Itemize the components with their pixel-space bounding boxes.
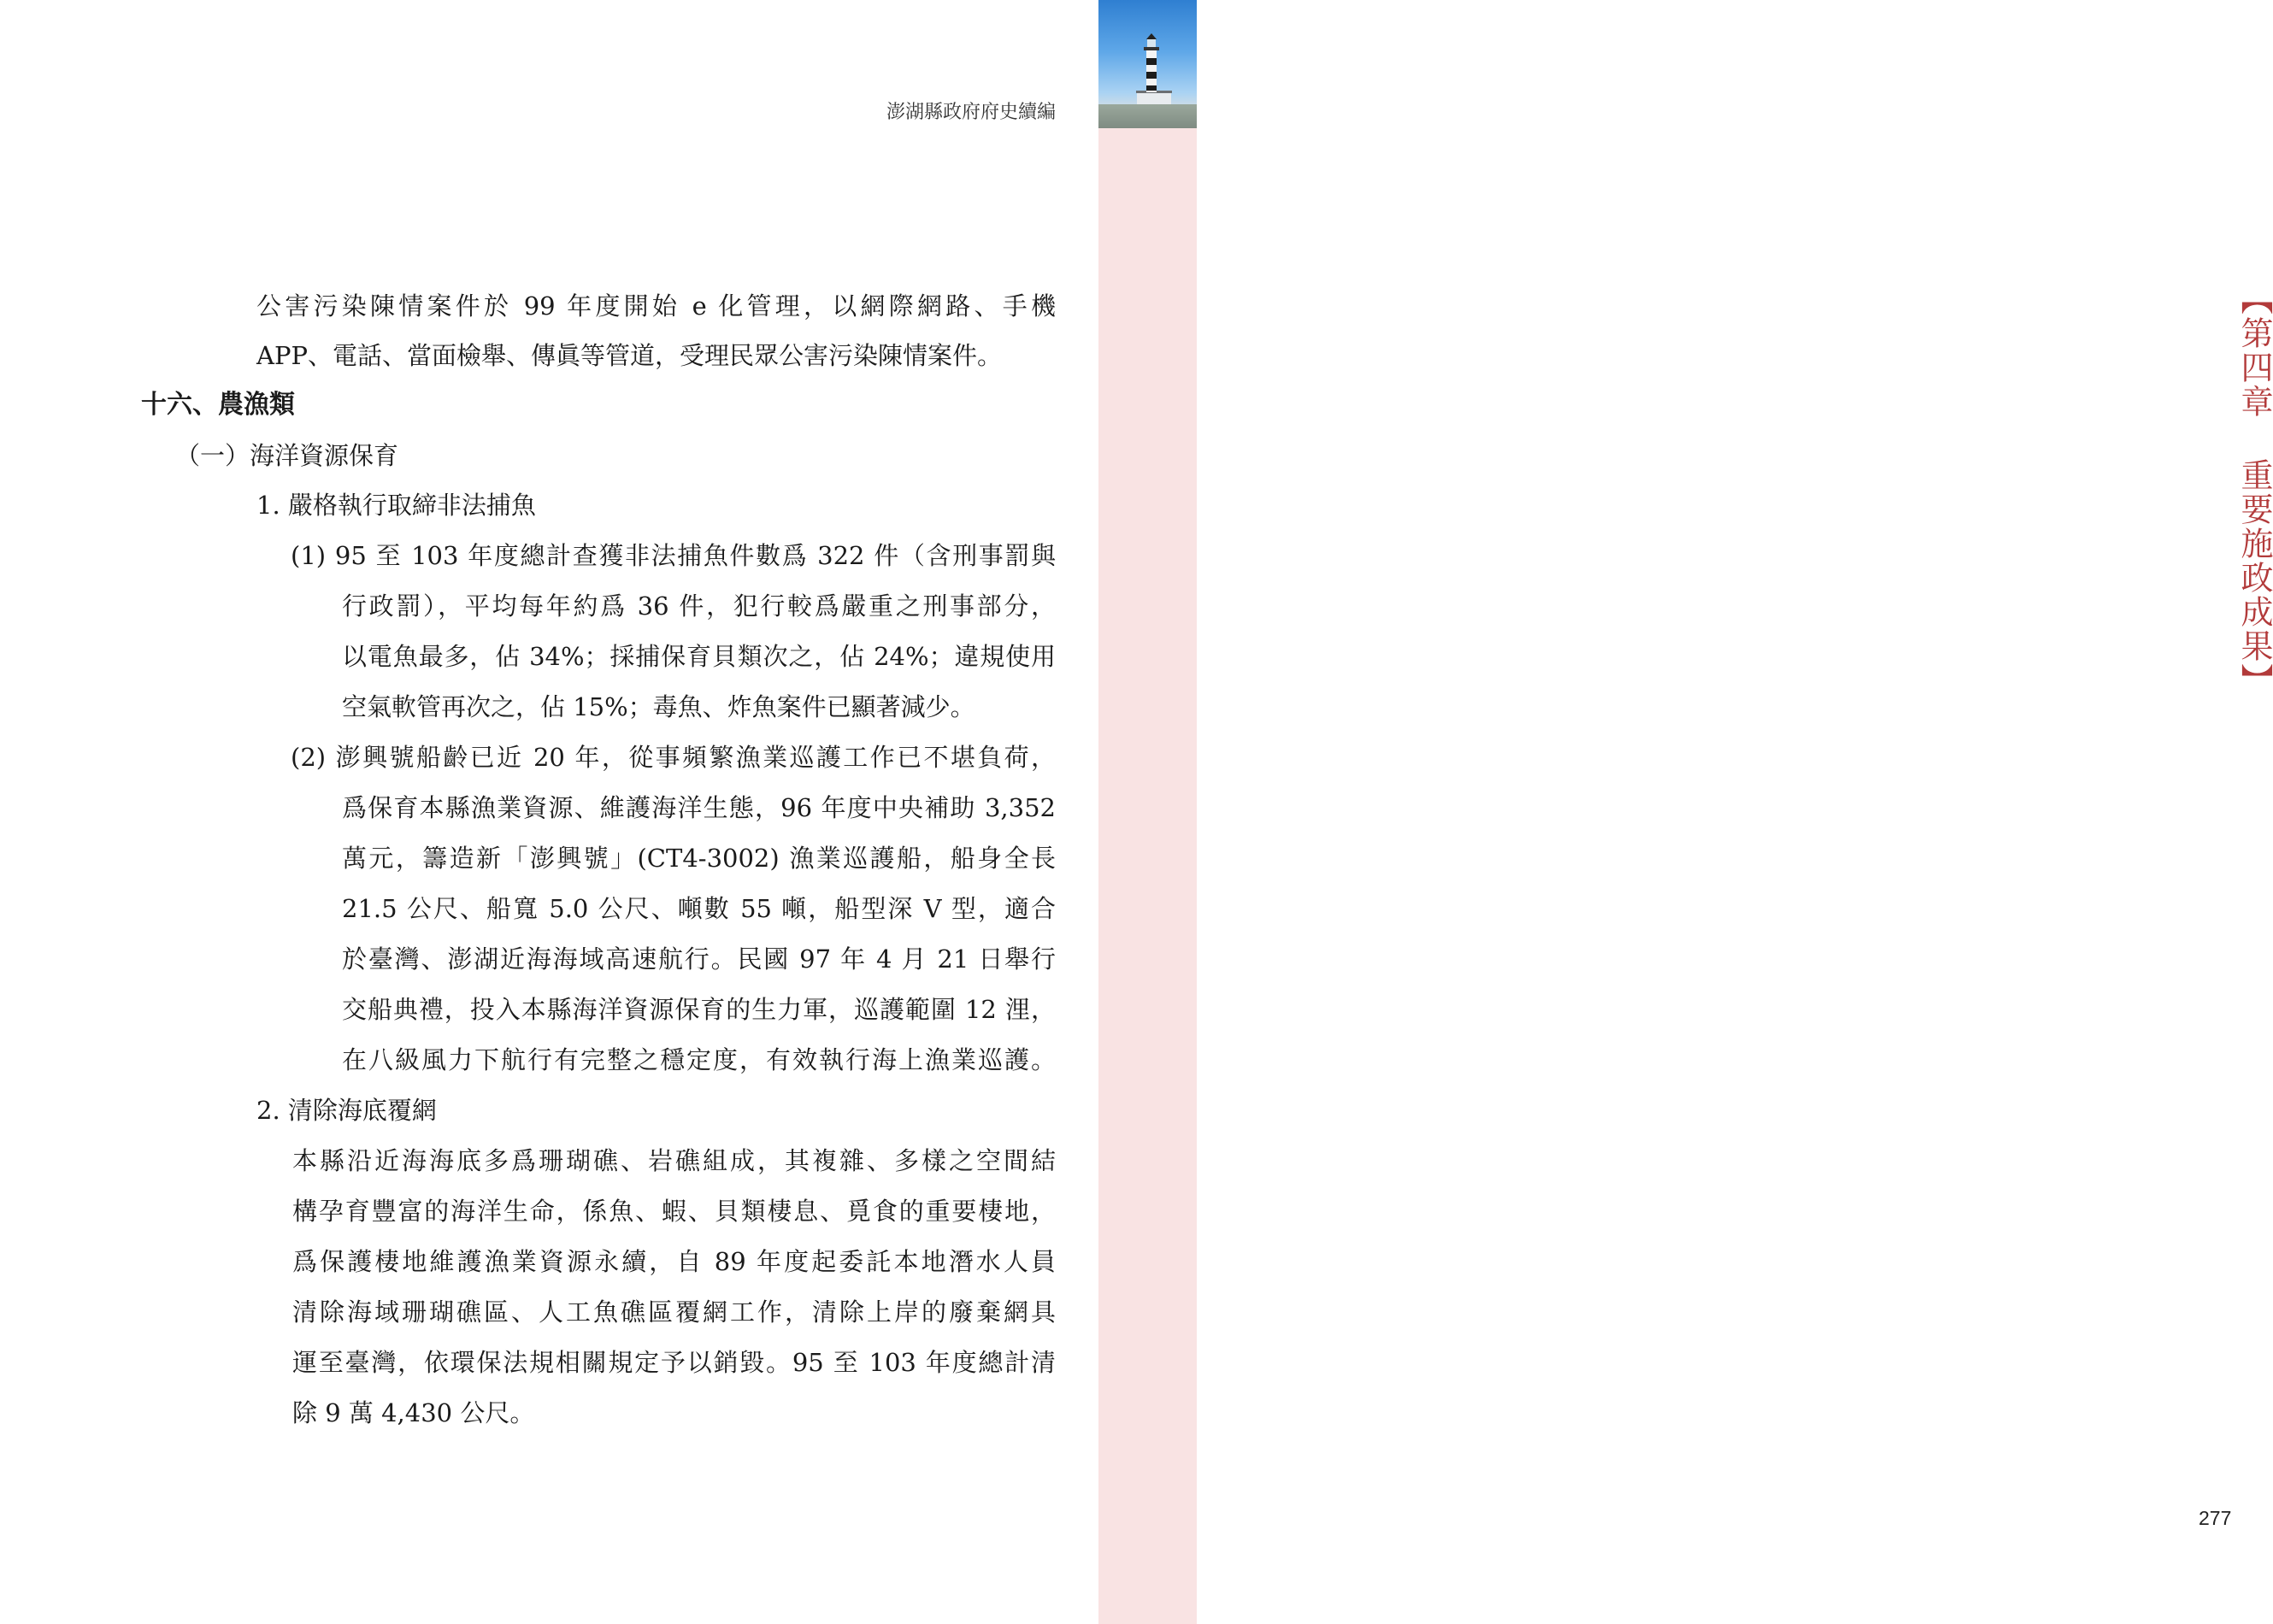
paragraph-line: 公害污染陳情案件於 99 年度開始 e 化管理，以網際網路、手機 xyxy=(256,291,1056,321)
lighthouse-photo xyxy=(1098,0,1197,128)
paragraph-line: 除 9 萬 4,430 公尺。 xyxy=(292,1398,535,1427)
list-item-line: 爲保育本縣漁業資源、維護海洋生態，96 年度中央補助 3,352 xyxy=(342,793,1056,822)
list-item-line: 以電魚最多，佔 34%；採捕保育貝類次之，佔 24%；違規使用 xyxy=(342,642,1056,671)
subsection-heading: （一）海洋資源保育 xyxy=(175,441,399,470)
item-heading: 1. 嚴格執行取締非法捕魚 xyxy=(256,491,536,520)
list-item-line: 交船典禮，投入本縣海洋資源保育的生力軍，巡護範圍 12 浬， xyxy=(342,995,1056,1024)
page-number: 277 xyxy=(2199,1507,2232,1529)
list-item-line: 21.5 公尺、船寬 5.0 公尺、噸數 55 噸，船型深 V 型，適合 xyxy=(342,894,1056,923)
list-item-line: 空氣軟管再次之，佔 15%；毒魚、炸魚案件已顯著減少。 xyxy=(342,692,975,721)
paragraph-line: 本縣沿近海海底多爲珊瑚礁、岩礁組成，其複雜、多樣之空間結 xyxy=(292,1146,1056,1175)
paragraph-line: 運至臺灣，依環保法規相關規定予以銷毀。95 至 103 年度總計清 xyxy=(292,1348,1056,1377)
item-heading: 2. 清除海底覆網 xyxy=(256,1096,437,1125)
list-item-line: 在八級風力下航行有完整之穩定度，有效執行海上漁業巡護。 xyxy=(342,1045,1056,1074)
list-item-line: 行政罰），平均每年約爲 36 件，犯行較爲嚴重之刑事部分， xyxy=(342,591,1056,621)
list-item-line: (1) 95 至 103 年度總計查獲非法捕魚件數爲 322 件（含刑事罰與 xyxy=(291,541,1056,570)
list-item-line: (2) 澎興號船齡已近 20 年，從事頻繁漁業巡護工作已不堪負荷， xyxy=(291,743,1056,772)
list-item-line: 於臺灣、澎湖近海海域高速航行。民國 97 年 4 月 21 日舉行 xyxy=(342,944,1056,974)
paragraph-line: 構孕育豐富的海洋生命，係魚、蝦、貝類棲息、覓食的重要棲地， xyxy=(292,1197,1056,1226)
list-item-line: 萬元，籌造新「澎興號」(CT4-3002) 漁業巡護船，船身全長 xyxy=(342,844,1056,873)
chapter-title: 【第四章 重要施政成果】 xyxy=(2235,282,2273,697)
paragraph-line: 爲保護棲地維護漁業資源永續，自 89 年度起委託本地潛水人員 xyxy=(292,1247,1056,1276)
chapter-sidebar xyxy=(1098,0,2273,1624)
running-header: 澎湖縣政府府史續編 xyxy=(886,102,1056,123)
paragraph-line: 清除海域珊瑚礁區、人工魚礁區覆網工作，清除上岸的廢棄網具 xyxy=(292,1297,1056,1327)
section-heading: 十六、農漁類 xyxy=(141,390,295,420)
paragraph-line: APP、電話、當面檢舉、傳眞等管道，受理民眾公害污染陳情案件。 xyxy=(256,341,1002,370)
